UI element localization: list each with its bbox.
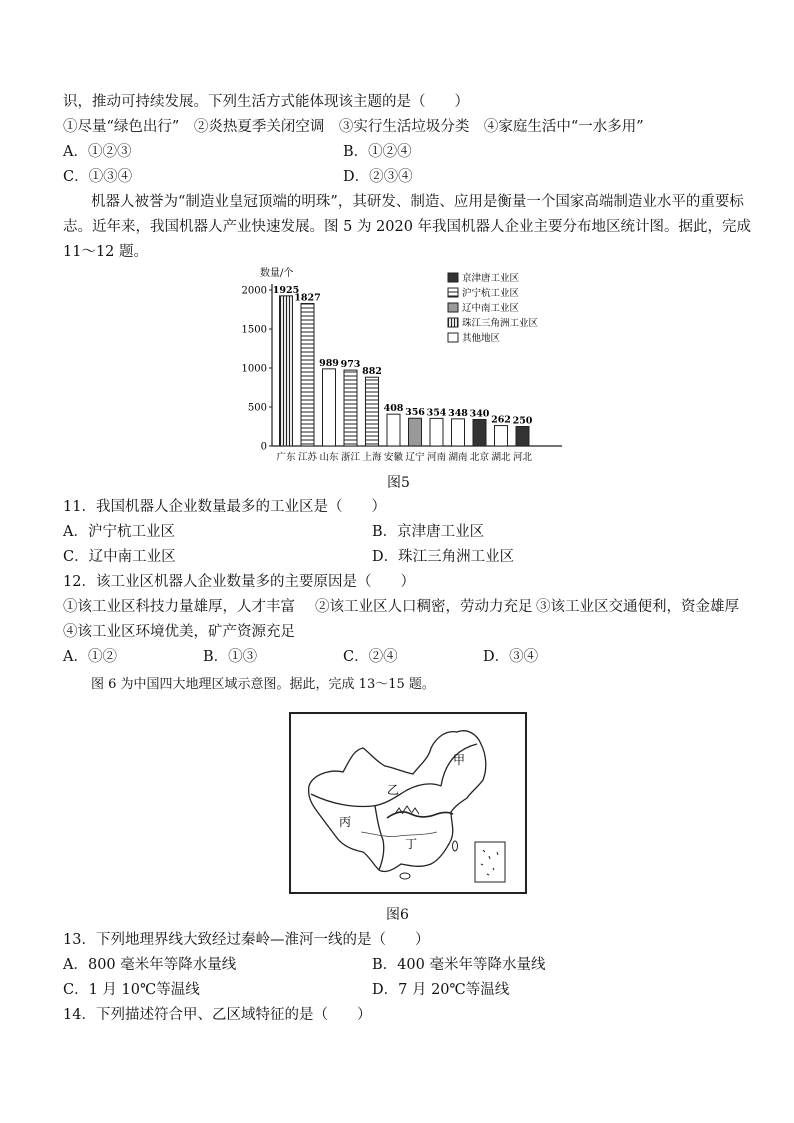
q13-option-d: D．7 月 20℃等温线 xyxy=(372,982,510,998)
q11-option-c: C．辽中南工业区 xyxy=(63,549,176,565)
value-label: 262 xyxy=(491,414,511,426)
bar-山东 xyxy=(323,369,336,446)
value-label: 1827 xyxy=(294,292,321,304)
category-label: 山东 xyxy=(319,452,339,463)
q10-option-d: D．②③④ xyxy=(343,169,413,185)
bar-河北 xyxy=(516,427,529,447)
legend-swatch-zsj xyxy=(448,318,458,327)
q10-statements: ①尽量“绿色出行” ②炎热夏季关闭空调 ③实行生活垃圾分类 ④家庭生活中“一水多用” xyxy=(63,119,644,135)
q10-stem-tail: 识，推动可持续发展。下列生活方式能体现该主题的是（ ） xyxy=(63,94,469,110)
bar-河南 xyxy=(430,418,443,446)
hainan-island xyxy=(400,873,410,879)
value-label: 973 xyxy=(340,359,361,371)
category-label: 广东 xyxy=(276,452,296,463)
category-label: 浙江 xyxy=(340,452,361,463)
value-label: 882 xyxy=(362,366,382,378)
bar-上海 xyxy=(366,377,379,446)
south-china-sea-inset xyxy=(475,842,505,882)
passage-line-3: 11～12 题。 xyxy=(63,244,149,260)
q12-option-b: B．①③ xyxy=(203,649,258,665)
value-label: 250 xyxy=(512,415,533,427)
q12-option-c: C．②④ xyxy=(343,649,398,665)
legend-swatch-other xyxy=(448,333,458,342)
category-label: 上海 xyxy=(362,452,382,463)
qingzang-boundary-line xyxy=(375,806,384,870)
value-label: 989 xyxy=(319,357,339,369)
category-label: 江苏 xyxy=(297,452,318,463)
bar-湖南 xyxy=(452,419,465,446)
q14-stem: 14．下列描述符合甲、乙区域特征的是（ ） xyxy=(63,1007,372,1023)
robot-enterprise-bar-chart xyxy=(240,262,570,467)
bar-湖北 xyxy=(495,426,508,446)
bar-江苏 xyxy=(301,303,314,446)
label-yi: 乙 xyxy=(387,783,400,797)
category-label: 河北 xyxy=(512,452,533,463)
q13-stem: 13．下列地理界线大致经过秦岭—淮河一线的是（ ） xyxy=(63,932,430,948)
category-label: 北京 xyxy=(469,452,490,463)
qinling-huaihe-line xyxy=(387,812,453,818)
legend-label-jjt: 京津唐工业区 xyxy=(462,273,520,284)
value-label: 356 xyxy=(405,407,425,419)
bar-北京 xyxy=(473,419,486,446)
q12-stem: 12．该工业区机器人企业数量多的主要原因是（ ） xyxy=(63,574,415,590)
q12-statement-1: ①该工业区科技力量雄厚，人才丰富 xyxy=(63,599,295,615)
fig6-intro: 图 6 为中国四大地理区域示意图。据此，完成 13～15 题。 xyxy=(91,677,435,692)
legend-label-hnh: 沪宁杭工业区 xyxy=(462,288,520,299)
legend-label-zsj: 珠江三角洲工业区 xyxy=(462,318,539,329)
value-label: 408 xyxy=(383,403,404,415)
q11-option-a: A．沪宁杭工业区 xyxy=(63,524,175,540)
q11-stem: 11．我国机器人企业数量最多的工业区是（ ） xyxy=(63,499,386,515)
q12-option-d: D．③④ xyxy=(483,649,539,665)
label-ding: 丁 xyxy=(405,837,418,851)
y-tick-label: 500 xyxy=(247,402,267,414)
y-tick-label: 1500 xyxy=(241,324,267,336)
q12-option-a: A．①② xyxy=(63,649,117,665)
category-label: 河南 xyxy=(426,452,447,463)
q12-statement-2: ②该工业区人口稠密，劳动力充足 xyxy=(315,599,533,615)
q13-option-c: C．1 月 10℃等温线 xyxy=(63,982,200,998)
value-label: 354 xyxy=(426,407,447,419)
category-label: 辽宁 xyxy=(405,452,425,463)
category-label: 湖北 xyxy=(491,452,511,463)
y-tick-label: 1000 xyxy=(241,363,267,375)
china-map-drawing xyxy=(291,714,525,892)
y-tick-label: 0 xyxy=(260,441,267,453)
legend-swatch-hnh xyxy=(448,288,458,297)
bar-浙江 xyxy=(344,370,357,446)
q12-statement-3: ③该工业区交通便利，资金雄厚 xyxy=(536,599,739,615)
passage-line-1: 机器人被誉为“制造业皇冠顶端的明珠”，其研发、制造、应用是衡量一个国家高端制造业水平的重要标 xyxy=(91,194,744,210)
y-tick-label: 2000 xyxy=(241,285,267,297)
value-label: 348 xyxy=(448,407,468,419)
nw-boundary-line xyxy=(311,784,441,807)
q10-option-b: B．①②④ xyxy=(343,144,412,160)
yangtze-river xyxy=(361,832,437,837)
value-label: 340 xyxy=(469,408,490,420)
q11-option-b: B．京津唐工业区 xyxy=(372,524,485,540)
china-regions-map xyxy=(289,712,527,894)
bar-辽宁 xyxy=(409,418,422,446)
label-bing: 丙 xyxy=(339,815,352,829)
legend-label-lzn: 辽中南工业区 xyxy=(462,303,520,314)
legend-swatch-lzn xyxy=(448,303,458,312)
q10-option-c: C．①③④ xyxy=(63,169,133,185)
taiwan-island xyxy=(453,841,458,851)
q11-option-d: D．珠江三角洲工业区 xyxy=(372,549,515,565)
fig6-caption: 图6 xyxy=(386,907,409,923)
category-label: 湖南 xyxy=(448,452,468,463)
q10-option-a: A．①②③ xyxy=(63,144,132,160)
value-label: 1925 xyxy=(272,284,300,296)
label-jia: 甲 xyxy=(453,753,466,767)
legend-label-other: 其他地区 xyxy=(462,333,501,344)
q13-option-b: B．400 毫米年等降水量线 xyxy=(372,957,546,973)
y-axis-label: 数量/个 xyxy=(260,268,294,279)
bar-广东 xyxy=(280,296,293,446)
q12-statement-4: ④该工业区环境优美，矿产资源充足 xyxy=(63,624,295,640)
fig5-caption: 图5 xyxy=(387,475,410,491)
legend-swatch-jjt xyxy=(448,273,458,282)
q13-option-a: A．800 毫米年等降水量线 xyxy=(63,957,237,973)
passage-line-2: 志。近年来，我国机器人产业快速发展。图 5 为 2020 年我国机器人企业主要分布地区统计图。据此，完成 xyxy=(63,219,752,235)
bar-安徽 xyxy=(387,414,400,446)
category-label: 安徽 xyxy=(383,452,404,463)
